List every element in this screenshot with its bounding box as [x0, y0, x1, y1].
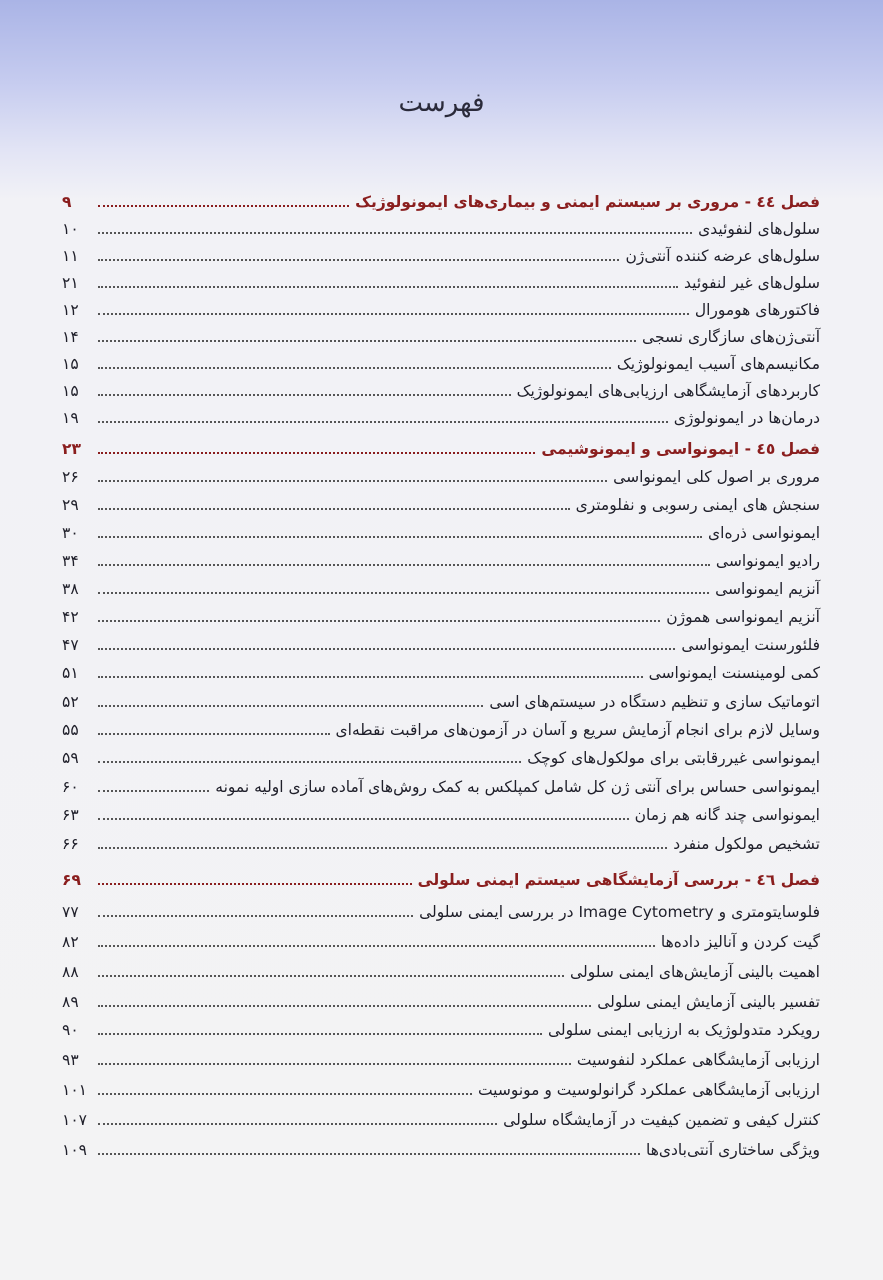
- dot-leader: [98, 975, 564, 977]
- dot-leader: [98, 259, 619, 261]
- page-number: ۸۹: [62, 993, 79, 1011]
- entry-title: کمی لومینسنت ایمونواسی: [648, 664, 820, 682]
- dot-leader: [98, 367, 611, 369]
- dot-leader: [98, 1153, 640, 1155]
- toc-chapter-44[interactable]: [62, 184, 820, 212]
- entry-title: کنترل کیفی و تضمین کیفیت در آزمایشگاه سلولی: [503, 1111, 820, 1129]
- page-number: ۷۷: [62, 903, 79, 921]
- entry-title: ارزیابی آزمایشگاهی عملکرد لنفوسیت: [576, 1051, 820, 1069]
- toc-entry[interactable]: [62, 826, 820, 854]
- dot-leader: [98, 536, 702, 538]
- page-number: ۵۵: [62, 721, 79, 739]
- page-number: ۹: [62, 193, 72, 211]
- page-title: فهرست: [398, 88, 485, 118]
- entry-title: اتوماتیک سازی و تنظیم دستگاه در سیستم‌های اسی: [489, 693, 820, 711]
- page-number: ۱۱: [62, 247, 79, 265]
- entry-title: ایمونواسی حساس برای آنتی ژن کل شامل کمپلکس به کمک روش‌های آماده سازی اولیه نمونه: [215, 778, 820, 796]
- toc-entry[interactable]: [62, 954, 820, 982]
- page-number: ۵۲: [62, 693, 79, 711]
- page-number: ۸۲: [62, 933, 79, 951]
- dot-leader: [98, 883, 412, 885]
- page-number: ۶۹: [62, 871, 81, 889]
- page-number: ۳۴: [62, 552, 79, 570]
- dot-leader: [98, 592, 709, 594]
- dot-leader: [98, 945, 655, 947]
- toc-entry[interactable]: [62, 265, 820, 293]
- toc-entry[interactable]: [62, 599, 820, 627]
- dot-leader: [98, 564, 710, 566]
- toc-chapter-45[interactable]: [62, 431, 820, 459]
- entry-title: درمان‌ها در ایمونولوژی: [673, 409, 820, 427]
- toc-entry[interactable]: [62, 769, 820, 797]
- page-number: ۴۲: [62, 608, 79, 626]
- dot-leader: [98, 676, 643, 678]
- dot-leader: [98, 1033, 542, 1035]
- dot-leader: [98, 205, 349, 207]
- toc-entry[interactable]: [62, 627, 820, 655]
- entry-title: تفسیر بالینی آزمایش ایمنی سلولی: [597, 993, 820, 1011]
- chapter-title: فصل ٤٥ - ایمونواسی و ایمونوشیمی: [541, 440, 820, 458]
- dot-leader: [98, 340, 636, 342]
- toc-entry[interactable]: [62, 684, 820, 712]
- entry-title: کاربردهای آزمایشگاهی ارزیابی‌های ایمونولوژیک: [516, 382, 820, 400]
- entry-title: وسایل لازم برای انجام آزمایش سریع و آسان در آزمون‌های مراقبت نقطه‌ای: [335, 721, 820, 739]
- page-number: ۶۳: [62, 806, 79, 824]
- page-number: ۱۵: [62, 382, 79, 400]
- toc-entry[interactable]: [62, 797, 820, 825]
- entry-title: رادیو ایمونواسی: [715, 552, 820, 570]
- page-number: ۲۳: [62, 440, 81, 458]
- toc-entry[interactable]: [62, 571, 820, 599]
- dot-leader: [98, 1123, 497, 1125]
- entry-title: اهمیت بالینی آزمایش‌های ایمنی سلولی: [570, 963, 820, 981]
- page-number: ۱۰: [62, 220, 79, 238]
- entry-title: ایمونواسی ذره‌ای: [708, 524, 820, 542]
- toc-entry[interactable]: [62, 894, 820, 922]
- toc-entry[interactable]: [62, 459, 820, 487]
- toc-entry[interactable]: [62, 1102, 820, 1130]
- page-number: ۳۸: [62, 580, 79, 598]
- page-number: ۹۳: [62, 1051, 79, 1069]
- chapter-title: فصل ٤٤ - مروری بر سیستم ایمنی و بیماری‌های ایمونولوژیک: [355, 193, 820, 211]
- dot-leader: [98, 620, 660, 622]
- dot-leader: [98, 1005, 591, 1007]
- entry-title: ویژگی ساختاری آنتی‌بادی‌ها: [646, 1141, 820, 1159]
- dot-leader: [98, 705, 483, 707]
- dot-leader: [98, 1093, 472, 1095]
- entry-title: آنزیم ایمونواسی هموژن: [666, 608, 820, 626]
- page-number: ۱۰۱: [62, 1081, 87, 1099]
- page-number: ۵۱: [62, 664, 79, 682]
- entry-title: سلول‌های عرضه کننده آنتی‌ژن: [625, 247, 820, 265]
- entry-title: آنزیم ایمونواسی: [715, 580, 820, 598]
- dot-leader: [98, 394, 511, 396]
- toc-entry[interactable]: [62, 515, 820, 543]
- entry-title: ارزیابی آزمایشگاهی عملکرد گرانولوسیت و مونوسیت: [477, 1081, 820, 1099]
- page-number: ۱۰۹: [62, 1141, 87, 1159]
- entry-title: مروری بر اصول کلی ایمونواسی: [613, 468, 820, 486]
- toc-entry[interactable]: [62, 1132, 820, 1160]
- page-number: ۱۴: [62, 328, 79, 346]
- page-number: ۱۲: [62, 301, 79, 319]
- entry-title: سلول‌های غیر لنفوئید: [684, 274, 820, 292]
- page-number: ۴۷: [62, 636, 79, 654]
- dot-leader: [98, 286, 678, 288]
- dot-leader: [98, 648, 675, 650]
- toc-entry[interactable]: [62, 1072, 820, 1100]
- dot-leader: [98, 452, 535, 454]
- toc-chapter-46[interactable]: [62, 862, 820, 890]
- page-number: ۳۰: [62, 524, 79, 542]
- toc-entry[interactable]: [62, 1012, 820, 1040]
- toc-entry[interactable]: [62, 487, 820, 515]
- dot-leader: [98, 232, 692, 234]
- page-number: ۱۰۷: [62, 1111, 87, 1129]
- dot-leader: [98, 1063, 571, 1065]
- entry-title: رویکرد متدولوژیک به ارزیابی ایمنی سلولی: [547, 1021, 820, 1039]
- toc-entry[interactable]: [62, 238, 820, 266]
- entry-title: آنتی‌ژن‌های سازگاری نسجی: [642, 328, 820, 346]
- toc-entry[interactable]: [62, 1042, 820, 1070]
- toc-entry[interactable]: [62, 543, 820, 571]
- page-number: ۱۵: [62, 355, 79, 373]
- toc-entry[interactable]: [62, 319, 820, 347]
- entry-title: تشخیص مولکول منفرد: [673, 835, 820, 853]
- toc-entry[interactable]: [62, 924, 820, 952]
- page-number: ۶۰: [62, 778, 79, 796]
- dot-leader: [98, 733, 330, 735]
- chapter-title: فصل ٤٦ - بررسی آزمایشگاهی سیستم ایمنی سلولی: [417, 871, 820, 889]
- toc-entry[interactable]: [62, 292, 820, 320]
- entry-title: سنجش های ایمنی رسوبی و نفلومتری: [575, 496, 820, 514]
- page-number: ۲۶: [62, 468, 79, 486]
- entry-title: گیت کردن و آنالیز داده‌ها: [660, 933, 820, 951]
- dot-leader: [98, 421, 668, 423]
- entry-title: سلول‌های لنفوئیدی: [698, 220, 820, 238]
- toc-entry[interactable]: [62, 346, 820, 374]
- page-number: ۲۹: [62, 496, 79, 514]
- entry-title: ایمونواسی چند گانه هم زمان: [634, 806, 820, 824]
- dot-leader: [98, 761, 521, 763]
- toc-entry[interactable]: [62, 740, 820, 768]
- toc-entry[interactable]: [62, 712, 820, 740]
- entry-title: فلوسایتومتری و Image Cytometry در بررسی ایمنی سلولی: [419, 903, 820, 921]
- dot-leader: [98, 818, 629, 820]
- toc-entry[interactable]: [62, 655, 820, 683]
- page-number: ۶۶: [62, 835, 79, 853]
- entry-title: فاکتورهای هومورال: [694, 301, 820, 319]
- toc-entry[interactable]: [62, 211, 820, 239]
- entry-title: فلئورسنت ایمونواسی: [681, 636, 820, 654]
- entry-title: ایمونواسی غیررقابتی برای مولکول‌های کوچک: [527, 749, 820, 767]
- toc-entry[interactable]: [62, 373, 820, 401]
- dot-leader: [98, 847, 667, 849]
- page-number: ۸۸: [62, 963, 79, 981]
- dot-leader: [98, 313, 689, 315]
- toc-entry[interactable]: [62, 400, 820, 428]
- dot-leader: [98, 915, 413, 917]
- page-number: ۹۰: [62, 1021, 79, 1039]
- entry-title: مکانیسم‌های آسیب ایمونولوژیک: [616, 355, 820, 373]
- page-number: ۲۱: [62, 274, 79, 292]
- toc-entry[interactable]: [62, 984, 820, 1012]
- dot-leader: [98, 790, 209, 792]
- dot-leader: [98, 480, 607, 482]
- page-number: ۱۹: [62, 409, 79, 427]
- dot-leader: [98, 508, 570, 510]
- page-number: ۵۹: [62, 749, 79, 767]
